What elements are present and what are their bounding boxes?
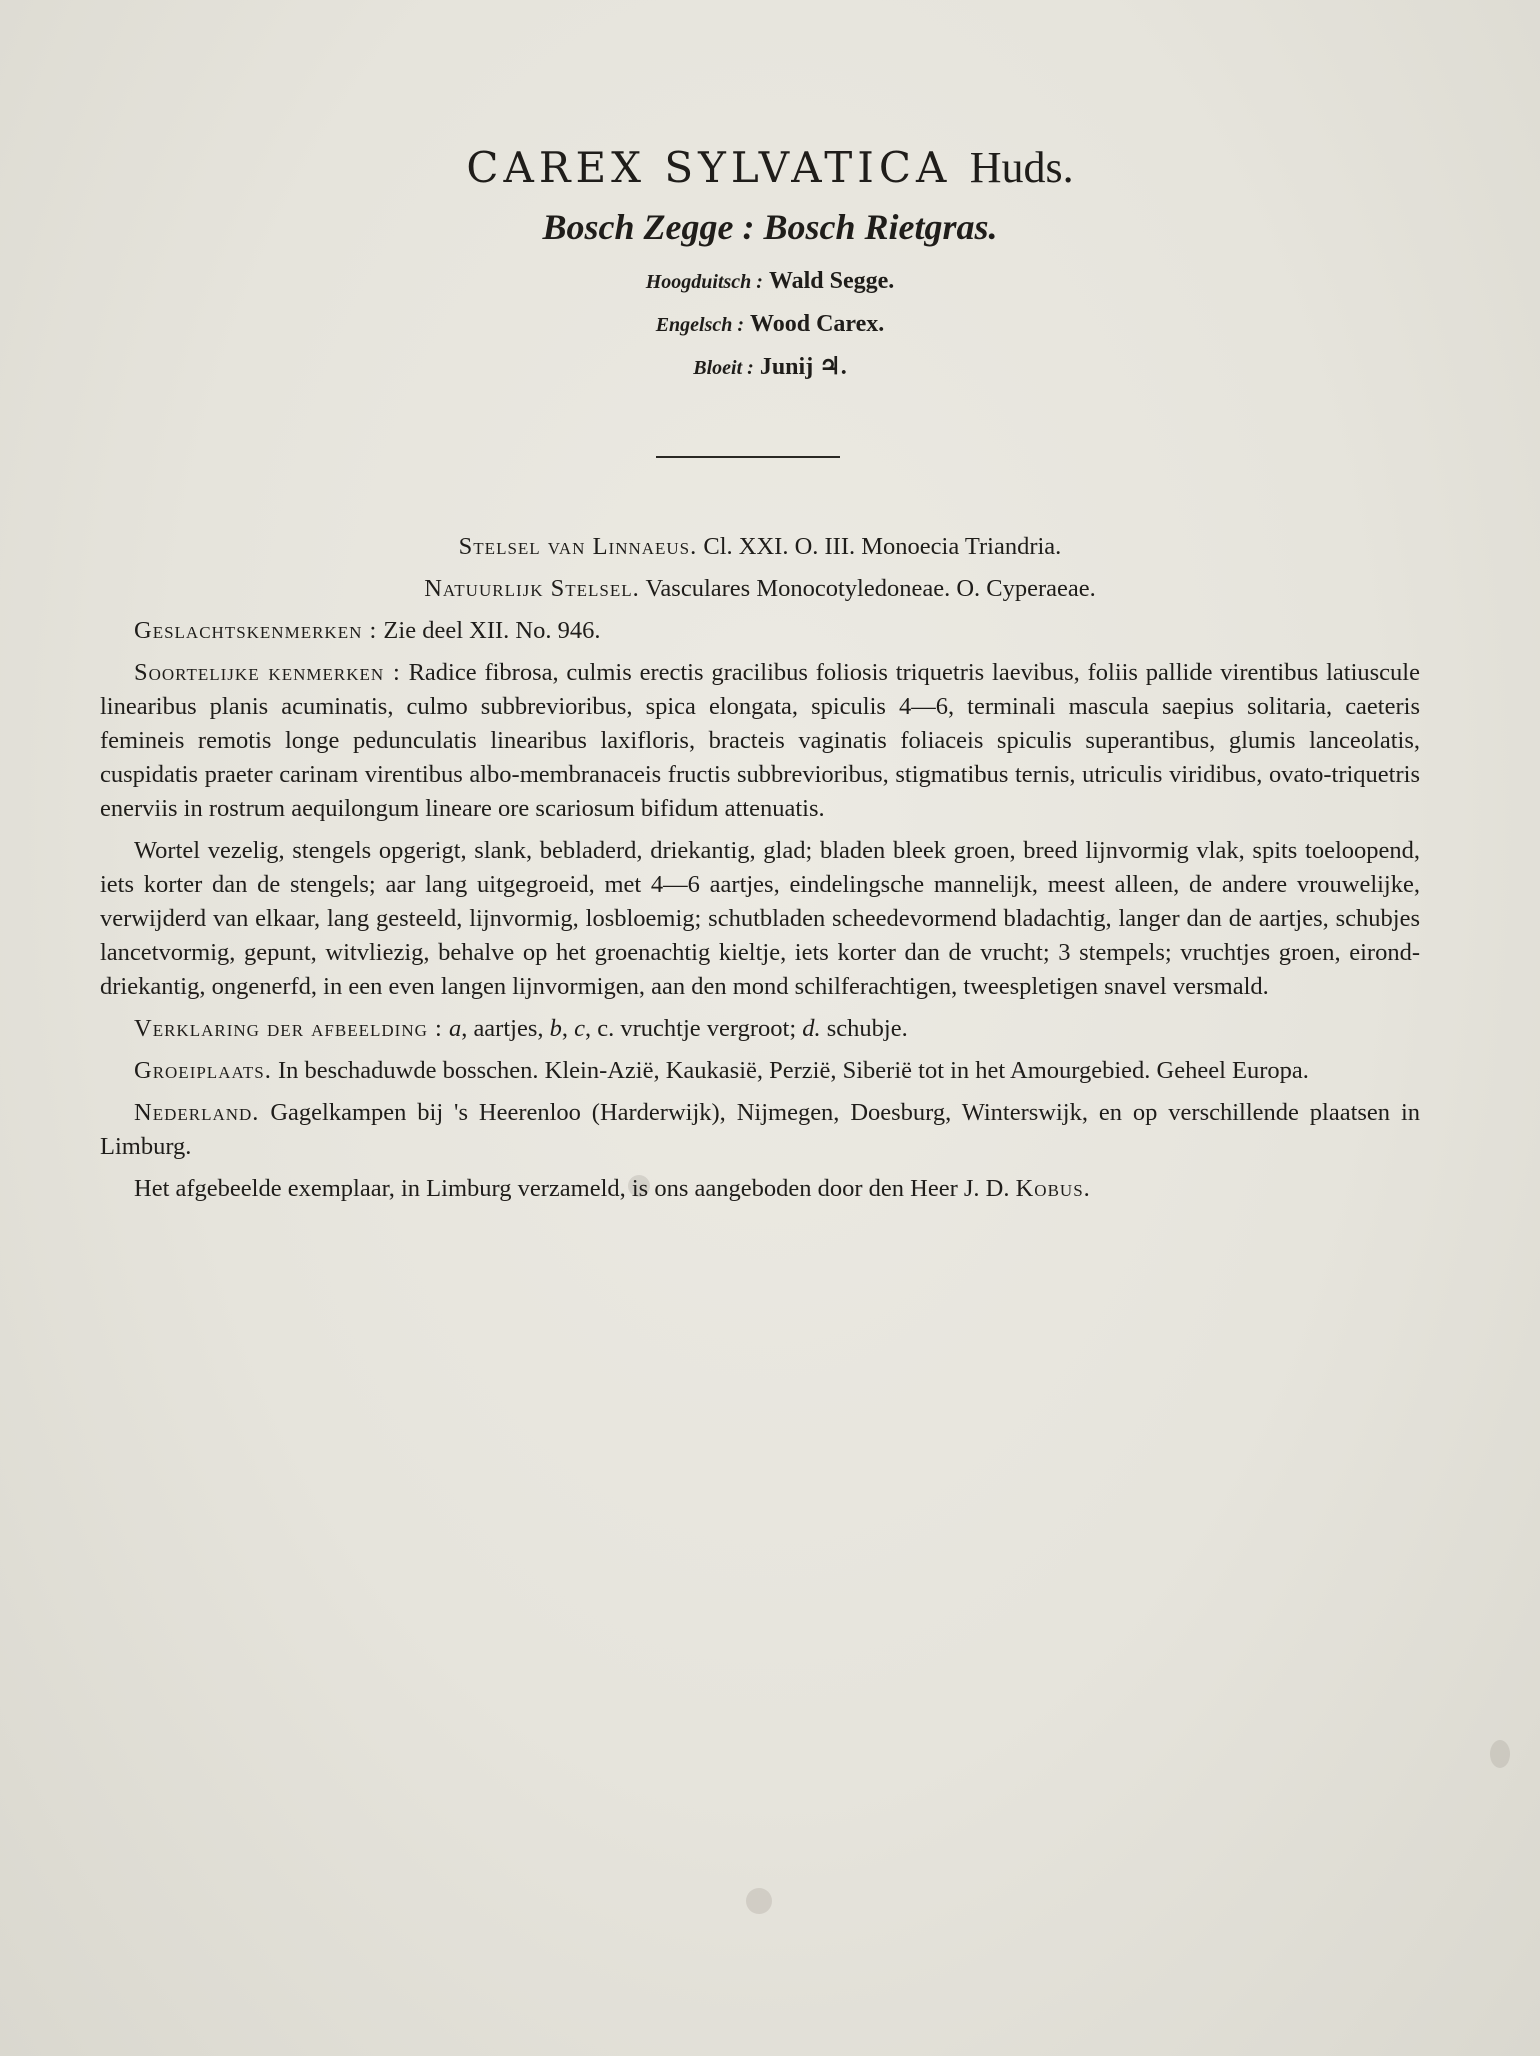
paper-spot [1490,1740,1510,1768]
dutch-names: Bosch Zegge : Bosch Rietgras. [542,207,998,247]
netherlands-text: Gagelkampen bij 's Heerenloo (Harderwijk), Nijmegen, Doesburg, Winterswijk, en op verschillende plaatsen in Limburg. [100,1099,1421,1160]
species-text: Radice fibrosa, culmis erectis gracilibus foliosis triquetris laevibus, foliis pallide virentibus latiuscule linearibus planis acuminatis, culmo subbrevioribus, spica elongata, spiculis 4—6, terminali mascula saepius solitaria, caeteris femineis remotis longe pedunculatis linearibus laxifloris, bracteis vaginatis foliaceis spiculis superantibus, glumis lanceolatis, cuspidatis praeter carinam virentibus albo-membranaceis fructis subbrevioribus, stigmatibus ternis, utriculis viridibus, ovato-triquetris enerviis in rostrum aequilongum lineare ore scariosum bifidum attenuatis. [100,659,1420,822]
figure-a: a [448,1015,462,1042]
natural-label: Natuurlijk Stelsel. [424,575,640,602]
figure-a-text: , aartjes, [461,1015,544,1042]
genus-label: Geslachtskenmerken : [134,617,378,644]
linnaeus-system [100,530,1420,564]
linnaeus-label: Stelsel van Linnaeus. [458,533,698,560]
figure-c-text: , c. vruchtje vergroot; [585,1015,797,1042]
natural-system [100,572,1420,606]
specimen-paragraph [100,1172,1420,1206]
english-name-line [0,303,1540,346]
species-name: CAREX SYLVATICA [466,143,952,192]
species-author: Huds. [969,143,1074,192]
species-label: Soortelijke kenmerken : [134,659,401,686]
habitat-label: Groeiplaats. [134,1057,272,1084]
habitat-text: In beschaduwde bosschen. Klein-Azië, Kaukasië, Perzië, Siberië tot in het Amourgebied. Geheel Europa. [277,1057,1309,1084]
bloom-label: Bloeit : [693,357,754,379]
figure-b: b [549,1015,562,1042]
figure-d-text: schubje. [826,1015,908,1042]
divider-rule [656,456,840,458]
specimen-text: Het afgebeelde exemplaar, in Limburg verzameld, is ons aangeboden door den Heer J. D. [134,1175,1010,1202]
german-label: Hoogduitsch : [645,271,763,293]
figure-explanation [100,1012,1420,1046]
habitat-paragraph [100,1054,1420,1088]
species-characters [100,656,1420,826]
document-body [100,530,1420,1214]
header [0,140,1540,389]
species-title [0,140,1540,196]
genus-text: Zie deel XII. No. 946. [383,617,601,644]
figure-label: Verklaring der afbeelding : [134,1015,443,1042]
linnaeus-text: Cl. XXI. O. III. Monoecia Triandria. [703,533,1062,560]
figure-d: d. [802,1015,821,1042]
german-name-line [0,260,1540,303]
description-paragraph: Wortel vezelig, stengels opgerigt, slank, bebladerd, driekantig, glad; bladen bleek groen, breed lijnvormig vlak, spits toeloopend, iets korter dan de stengels; aar lang uitgegroeid, met 4—6 aartjes, eindelingsche mannelijk, meest alleen, de andere vrouwelijke, verwijderd van elkaar, lang gesteeld, lijnvormig, losbloemig; schutbladen scheedevormend bladachtig, langer dan de aartjes, schubjes lancetvormig, gepunt, witvliezig, behalve op het groenachtig kieltje, iets korter dan de vrucht; 3 stempels; vruchtjes groen, eirond-driekantig, ongenerfd, in een even langen lijnvormigen, aan den mond schilferachtigen, tweespletigen snavel versmald. [100,837,1420,1000]
natural-text: Vasculares Monocotyledoneae. O. Cyperaeae. [645,575,1096,602]
netherlands-label: Nederland. [134,1099,260,1126]
figure-c: c [574,1015,585,1042]
netherlands-paragraph [100,1096,1420,1164]
english-name: Wood Carex. [750,311,885,337]
english-label: Engelsch : [655,314,745,336]
bloom-line [0,346,1540,389]
bloom-value: Junij ♃. [759,354,847,380]
paper-spot [746,1888,772,1914]
german-name: Wald Segge. [768,268,895,294]
specimen-donor: Kobus. [1015,1175,1091,1202]
figure-separator: , [561,1015,568,1042]
genus-characters [100,614,1420,648]
